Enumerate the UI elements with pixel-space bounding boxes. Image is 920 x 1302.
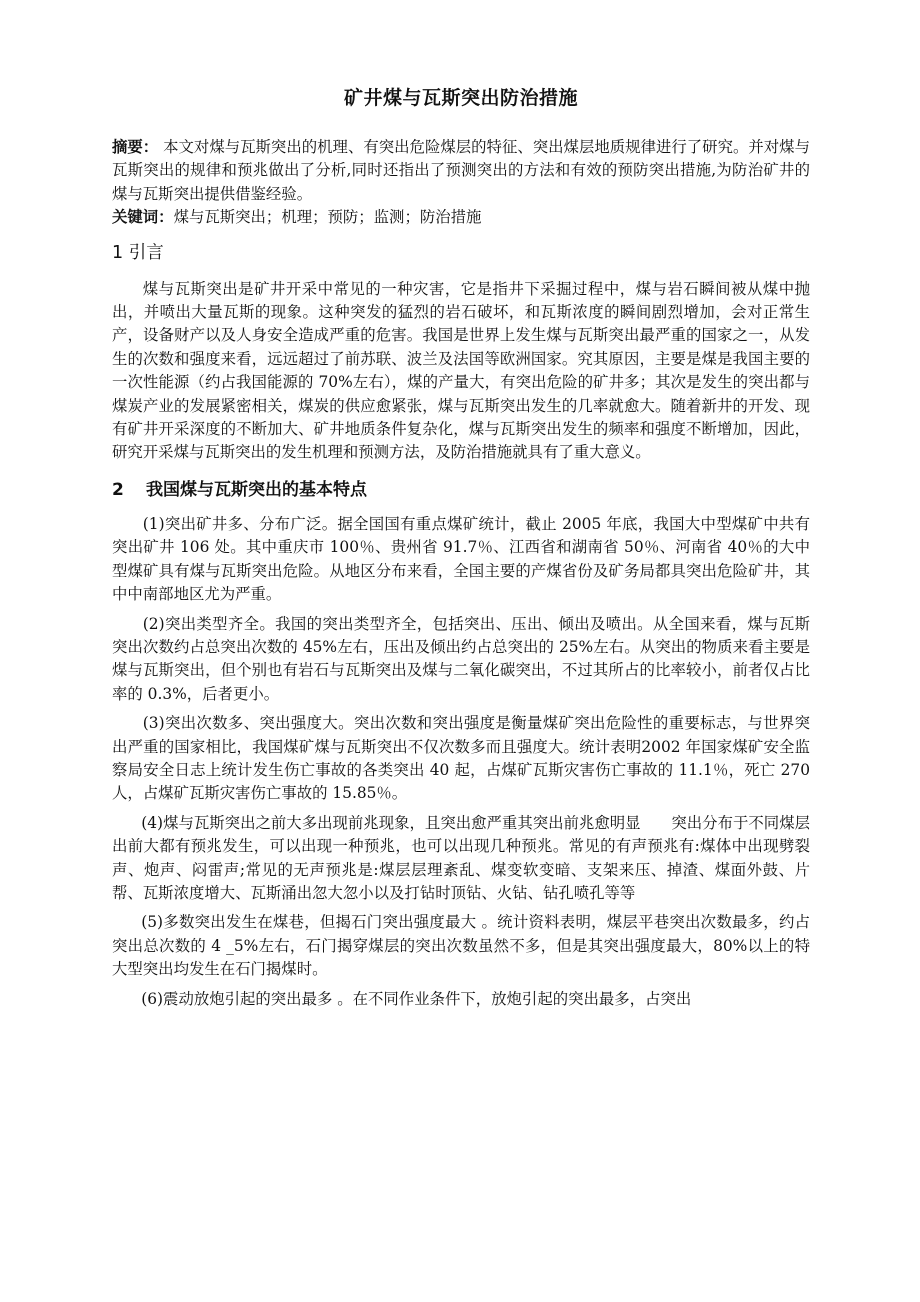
abstract-label: 摘要： — [112, 138, 159, 156]
document-title: 矿井煤与瓦斯突出防治措施 — [343, 87, 578, 109]
abstract — [112, 136, 810, 206]
section-1-heading: 1 引言 — [112, 242, 164, 263]
section-2-paragraph-3: (3)突出次数多、突出强度大。突出次数和突出强度是衡量煤矿突出危险性的重要标志，与世界突出严重的国家相比，我国煤矿煤与瓦斯突出不仅次数多而且强度大。统计表明2002 年国家煤矿安全监察局安全日志上统计发生伤亡事故的各类突出 40 起，占煤矿瓦斯灾害伤亡事故的 11.1％，死亡 270 人，占煤矿瓦斯灾害伤亡事故的 15.85％。 — [112, 714, 810, 803]
keywords-text: 煤与瓦斯突出；机理；预防；监测；防治措施 — [173, 208, 482, 227]
section-2-paragraph-5: (5)多数突出发生在煤巷，但揭石门突出强度最大 。统计资料表明，煤层平巷突出次数最多，约占突出总次数的 4 _5%左右，石门揭穿煤层的突出次数虽然不多，但是其突出强度最大，80%以上的特大型突出均发生在石门揭煤时。 — [112, 913, 810, 979]
section-2-paragraph-1: (1)突出矿井多、分布广泛。据全国国有重点煤矿统计，截止 2005 年底，我国大中型煤矿中共有突出矿井 106 处。其中重庆市 100％、贵州省 91.7％、江西省和湖南省 50％、河南省 40％的大中型煤矿具有煤与瓦斯突出危险。从地区分布来看，全国主要的产煤省份及矿务局都具突出危险矿井，其中中南部地区尤为严重。 — [112, 514, 810, 604]
section-2-heading — [112, 477, 810, 503]
keywords-label: 关键词： — [112, 208, 174, 227]
section-2-title: 我国煤与瓦斯突出的基本特点 — [146, 479, 367, 500]
keywords — [112, 206, 810, 229]
section-2-paragraph-4: (4)煤与瓦斯突出之前大多出现前兆现象，且突出愈严重其突出前兆愈明显 突出分布于不同煤层出前大都有预兆发生，可以出现一种预兆，也可以出现几种预兆。常见的有声预兆有:煤体中出现劈裂声、炮声、闷雷声;常见的无声预兆是:煤层层理紊乱、煤变软变暗、支架来压、掉渣、煤面外鼓、片帮、瓦斯浓度增大、瓦斯涌出忽大忽小以及打钻时顶钻、火钻、钻孔喷孔等等 — [112, 813, 810, 902]
document-page — [112, 84, 810, 1011]
section-2-number: 2 — [112, 479, 124, 500]
abstract-text: 本文对煤与瓦斯突出的机理、有突出危险煤层的特征、突出煤层地质规律进行了研究。并对煤与瓦斯突出的规律和预兆做出了分析,同时还指出了预测突出的方法和有效的预防突出措施,为防治矿井的煤与瓦斯突出提供借鉴经验。 — [112, 138, 810, 203]
section-1-paragraph: 煤与瓦斯突出是矿井开采中常见的一种灾害，它是指井下采掘过程中，煤与岩石瞬间被从煤中抛出，并喷出大量瓦斯的现象。这种突发的猛烈的岩石破坏，和瓦斯浓度的瞬间剧烈增加，会对正常生产，设备财产以及人身安全造成严重的危害。我国是世界上发生煤与瓦斯突出最严重的国家之一，从发生的次数和强度来看，远远超过了前苏联、波兰及法国等欧洲国家。究其原因，主要是煤是我国主要的一次性能源（约占我国能源的 70%左右），煤的产量大，有突出危险的矿井多；其次是发生的突出都与煤炭产业的发展紧密相关，煤炭的供应愈紧张，煤与瓦斯突出发生的几率就愈大。随着新井的开发、现有矿井开采深度的不断加大、矿井地质条件复杂化，煤与瓦斯突出发生的频率和强度不断增加，因此，研究开采煤与瓦斯突出的发生机理和预测方法，及防治措施就具有了重大意义。 — [112, 279, 810, 462]
section-2-paragraph-6: (6)震动放炮引起的突出最多 。在不同作业条件下，放炮引起的突出最多，占突出 — [141, 989, 692, 1008]
section-2-paragraph-2: (2)突出类型齐全。我国的突出类型齐全，包括突出、压出、倾出及喷出。从全国来看，煤与瓦斯突出次数约占总突出次数的 45%左右，压出及倾出约占总突出的 25%左右。从突出的物质来看主要是煤与瓦斯突出，但个别也有岩石与瓦斯突出及煤与二氧化碳突出，不过其所占的比率较小，前者仅占比率的 0.3%，后者更小。 — [112, 614, 810, 703]
